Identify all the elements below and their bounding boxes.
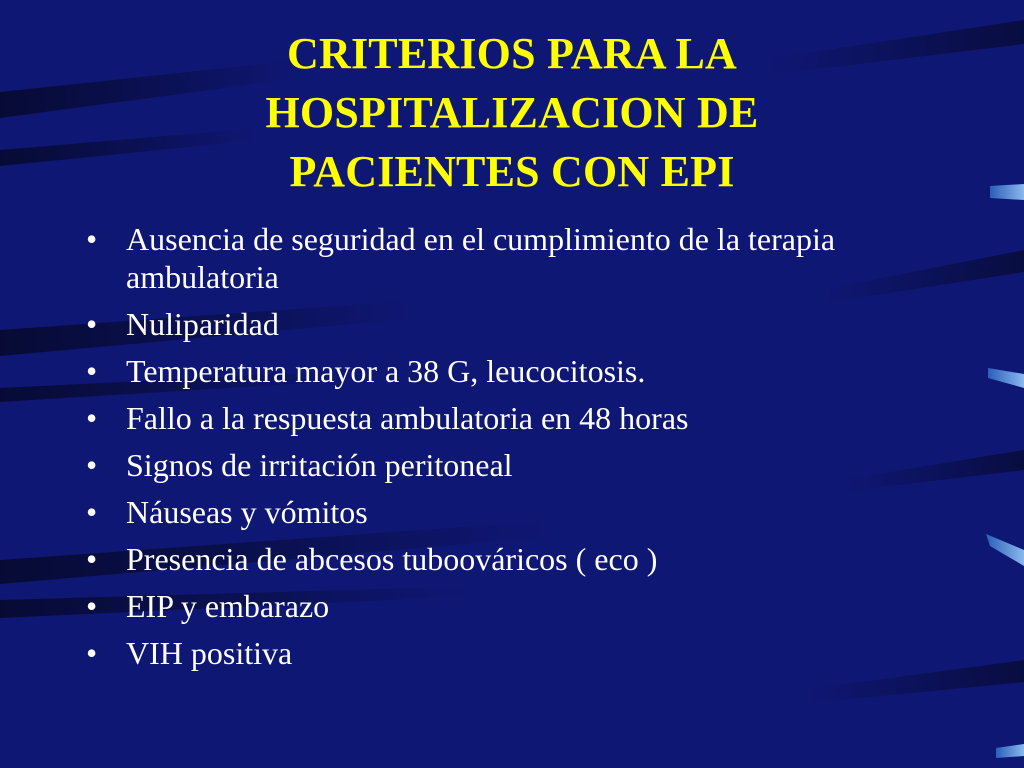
bullet-dot: •	[86, 588, 98, 624]
bullet-dot: •	[86, 306, 98, 342]
slide-title-line: HOSPITALIZACION DE	[265, 88, 759, 137]
bullet-text: EIP y embarazo	[126, 588, 330, 624]
bullet-text: Fallo a la respuesta ambulatoria en 48 horas	[126, 400, 689, 436]
bullet-dot: •	[86, 541, 98, 577]
bullet-item	[86, 493, 946, 531]
bullet-text: Nuliparidad	[126, 306, 279, 342]
bullet-text: Signos de irritación peritoneal	[126, 447, 513, 483]
slide-title-line: PACIENTES CON EPI	[289, 147, 735, 196]
bullet-text: Náuseas y vómitos	[126, 494, 368, 530]
bullet-item	[86, 587, 946, 625]
bullet-item	[86, 305, 946, 343]
bullet-text: Ausencia de seguridad en el cumplimiento de la terapia ambulatoria	[126, 221, 836, 295]
decor-edge-tab	[990, 184, 1024, 200]
bullet-dot: •	[86, 353, 98, 389]
bullet-dot: •	[86, 221, 98, 257]
bullet-text: Presencia de abcesos tuboováricos ( eco )	[126, 541, 658, 577]
bullet-item	[86, 540, 946, 578]
bullet-dot: •	[86, 635, 98, 671]
bullet-item	[86, 352, 946, 390]
bullet-item	[86, 446, 946, 484]
slide-title	[120, 24, 904, 201]
slide-title-line: CRITERIOS PARA LA	[287, 29, 737, 78]
bullet-dot: •	[86, 447, 98, 483]
bullet-list	[86, 220, 946, 681]
bullet-text: VIH positiva	[126, 635, 293, 671]
bullet-item	[86, 399, 946, 437]
bullet-item	[86, 634, 946, 672]
bullet-dot: •	[86, 494, 98, 530]
bullet-text: Temperatura mayor a 38 G, leucocitosis.	[126, 353, 646, 389]
bullet-dot: •	[86, 400, 98, 436]
bullet-item	[86, 220, 946, 296]
